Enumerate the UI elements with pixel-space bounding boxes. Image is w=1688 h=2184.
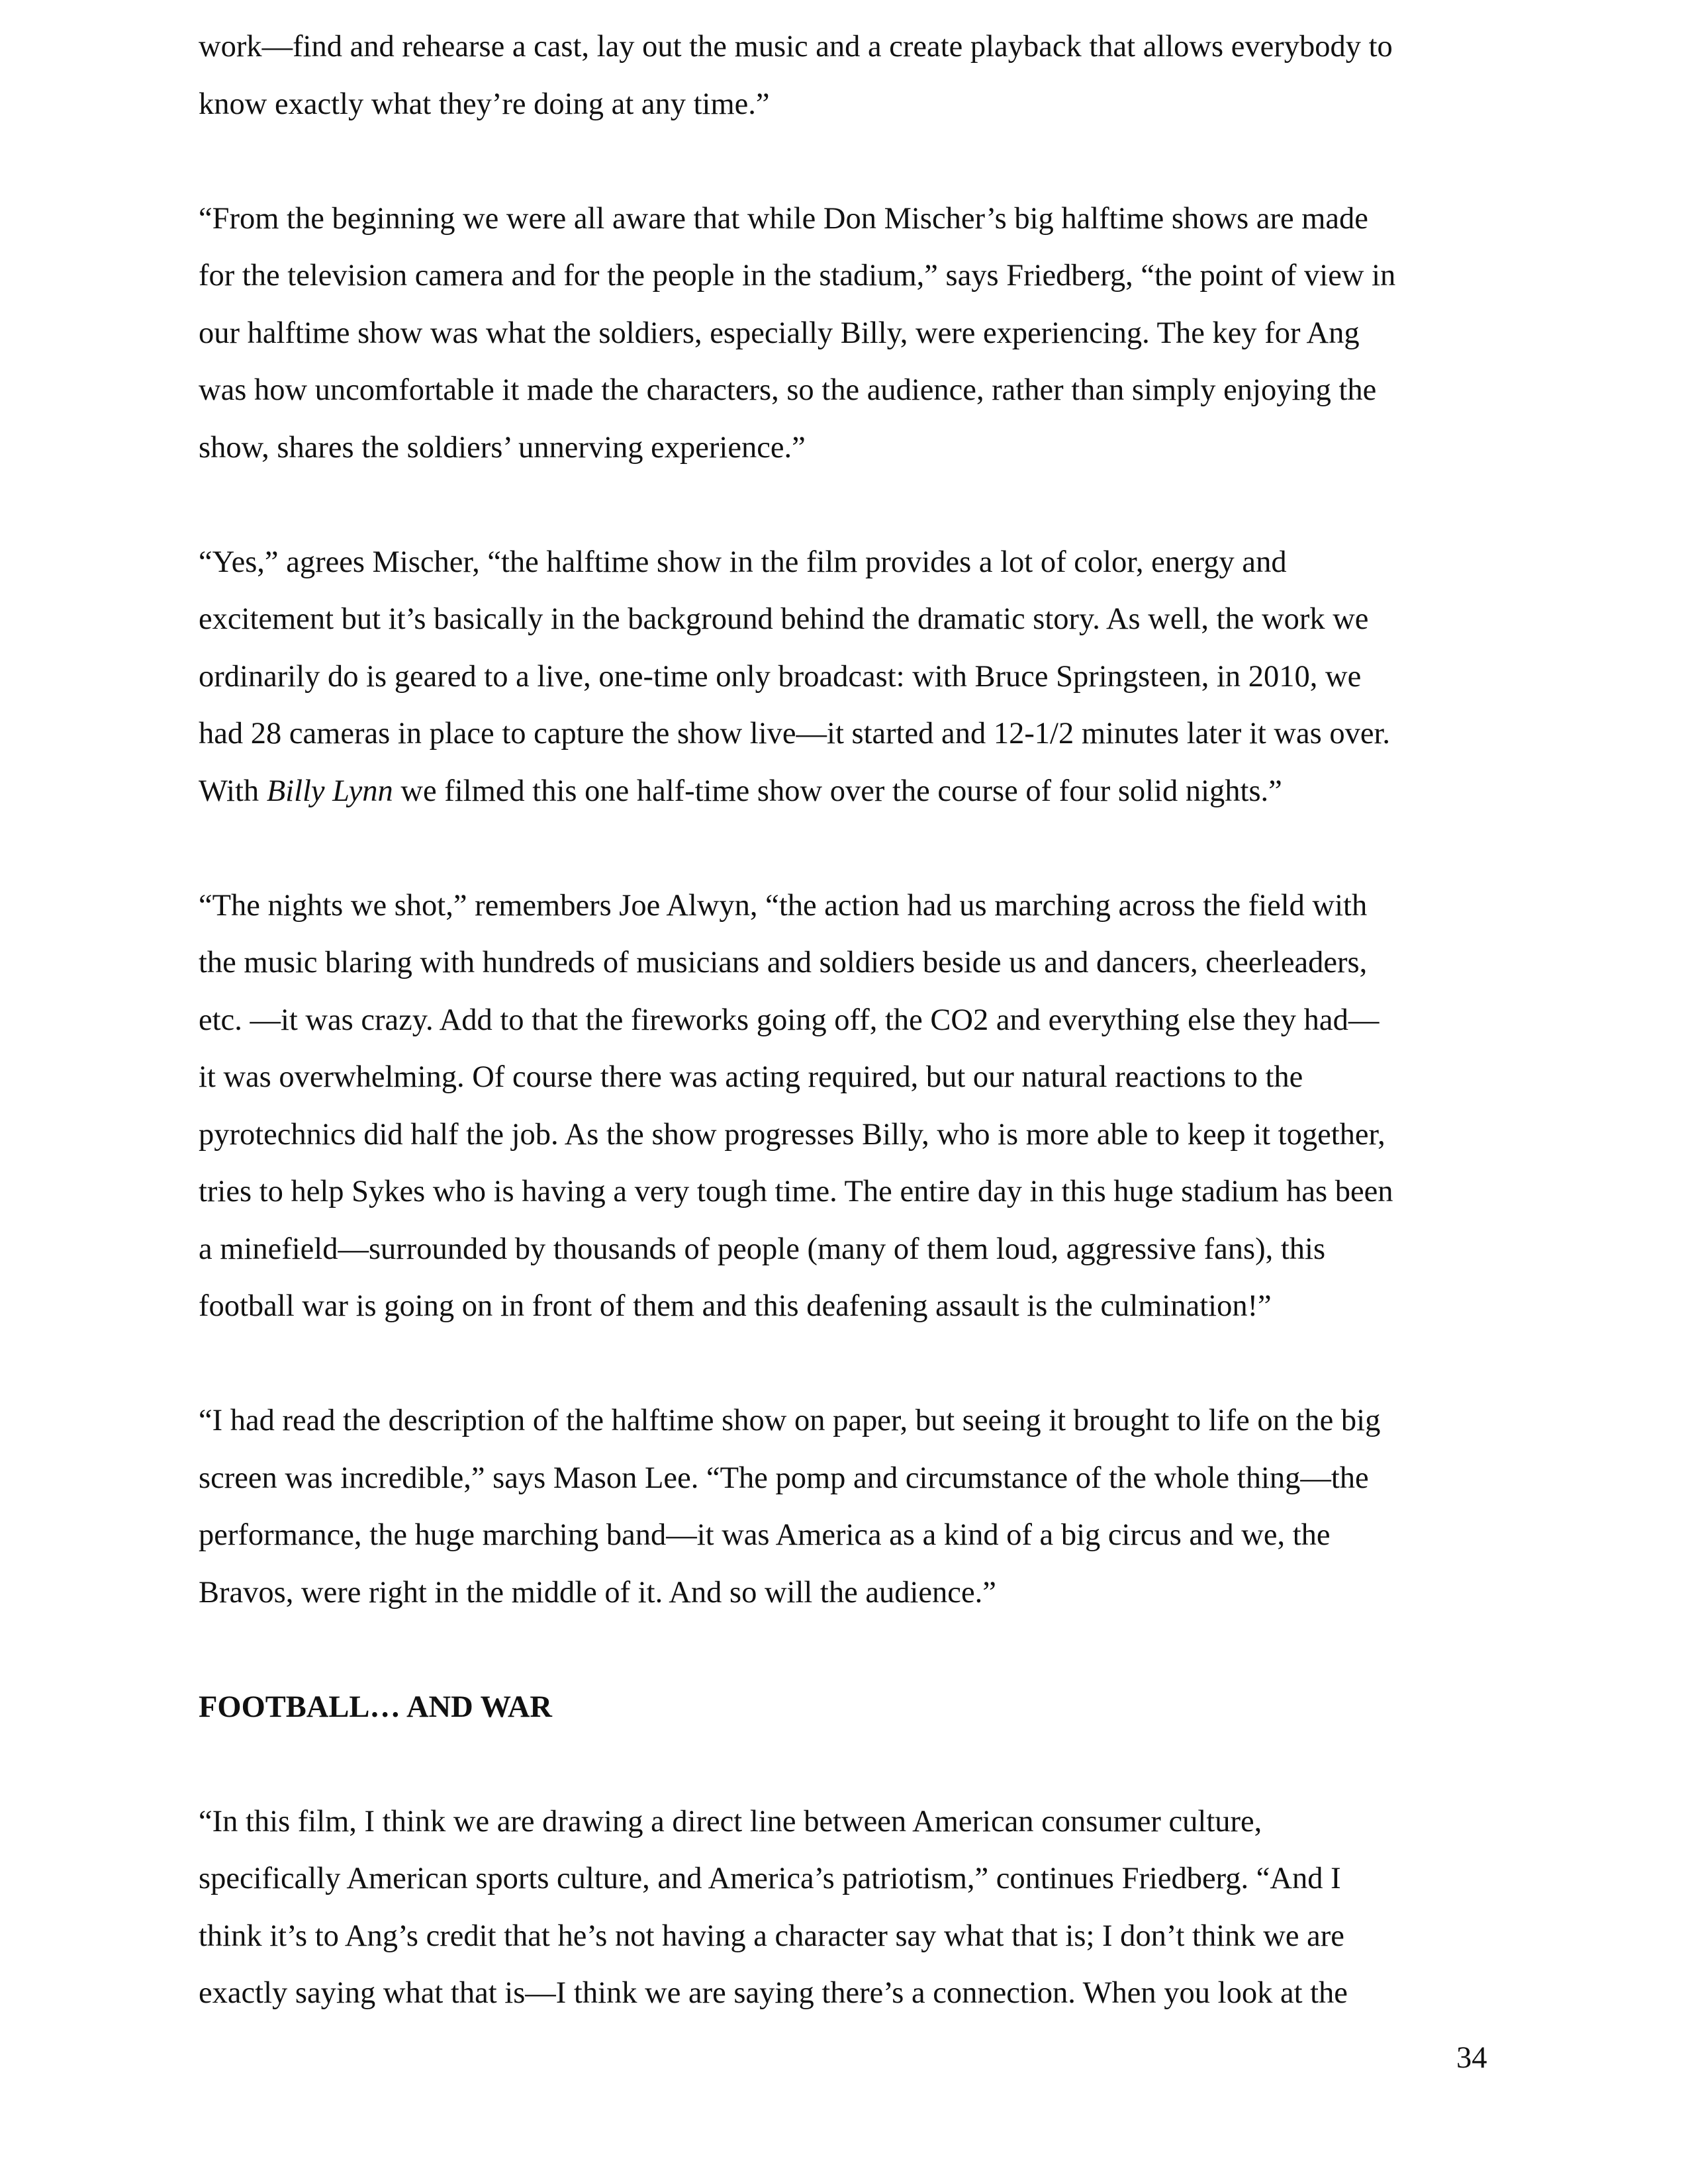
text-line <box>199 1278 1486 1336</box>
text-line <box>199 1794 1486 1851</box>
text-line <box>199 1221 1486 1279</box>
text-line <box>199 1507 1486 1565</box>
text-line <box>199 1565 1486 1622</box>
body-paragraph <box>199 19 1486 133</box>
text-run: specifically American sports culture, and America’s patriotism,” continues Friedberg. “And I <box>199 1862 1341 1895</box>
text-line <box>199 191 1486 248</box>
text-line <box>199 1107 1486 1164</box>
text-line <box>199 763 1486 821</box>
text-run: we filmed this one half-time show over the course of four solid nights.” <box>393 774 1282 808</box>
text-run: football war is going on in front of them and this deafening assault is the culmination!” <box>199 1289 1272 1323</box>
text-line <box>199 934 1486 992</box>
section-heading <box>199 1679 1486 1737</box>
text-line <box>199 1049 1486 1107</box>
text-run: “The nights we shot,” remembers Joe Alwyn, “the action had us marching across the field with <box>199 888 1368 923</box>
text-run: know exactly what they’re doing at any time.” <box>199 87 770 121</box>
text-line <box>199 1908 1486 1966</box>
text-run: exactly saying what that is—I think we are saying there’s a connection. When you look at the <box>199 1976 1348 2010</box>
text-run: the music blaring with hundreds of musicians and soldiers beside us and dancers, cheerleaders, <box>199 946 1368 979</box>
text-line <box>199 19 1486 76</box>
text-line <box>199 248 1486 305</box>
text-run: tries to help Sykes who is having a very tough time. The entire day in this huge stadium has been <box>199 1175 1393 1208</box>
text-line <box>199 992 1486 1050</box>
text-run: “In this film, I think we are drawing a direct line between American consumer culture, <box>199 1804 1262 1839</box>
body-paragraph <box>199 191 1486 477</box>
text-line <box>199 1450 1486 1508</box>
text-run: think it’s to Ang’s credit that he’s not having a character say what that is; I don’t think we are <box>199 1919 1344 1953</box>
paragraph-spacer <box>199 133 1486 191</box>
paragraph-spacer <box>199 477 1486 534</box>
text-line <box>199 591 1486 649</box>
text-run: “Yes,” agrees Mischer, “the halftime show in the film provides a lot of color, energy and <box>199 545 1287 579</box>
text-run: “From the beginning we were all aware that while Don Mischer’s big halftime shows are made <box>199 201 1368 236</box>
text-line <box>199 362 1486 420</box>
text-run: “I had read the description of the halftime show on paper, but seeing it brought to life on the big <box>199 1404 1381 1437</box>
paragraph-spacer <box>199 1621 1486 1679</box>
text-run: With <box>199 774 267 808</box>
text-line <box>199 878 1486 935</box>
text-run: Bravos, were right in the middle of it. And so will the audience.” <box>199 1575 996 1610</box>
text-line <box>199 420 1486 477</box>
text-line <box>199 1850 1486 1908</box>
text-run: was how uncomfortable it made the characters, so the audience, rather than simply enjoying the <box>199 373 1377 407</box>
text-run: screen was incredible,” says Mason Lee. “The pomp and circumstance of the whole thing—the <box>199 1461 1369 1495</box>
paragraph-spacer <box>199 820 1486 878</box>
text-line <box>199 1163 1486 1221</box>
text-line <box>199 305 1486 363</box>
text-run: it was overwhelming. Of course there was acting required, but our natural reactions to the <box>199 1060 1303 1094</box>
italic-title: Billy Lynn <box>266 774 393 808</box>
text-run: performance, the huge marching band—it was America as a kind of a big circus and we, the <box>199 1518 1331 1552</box>
paragraph-spacer <box>199 1336 1486 1393</box>
text-run: work—find and rehearse a cast, lay out the music and a create playback that allows everybody to <box>199 30 1393 64</box>
text-line <box>199 1679 1486 1737</box>
text-line <box>199 534 1486 592</box>
body-paragraph <box>199 878 1486 1336</box>
text-line <box>199 705 1486 763</box>
text-run: for the television camera and for the people in the stadium,” says Friedberg, “the point of view in <box>199 259 1396 293</box>
text-run: our halftime show was what the soldiers, especially Billy, were experiencing. The key for Ang <box>199 316 1360 350</box>
paragraph-spacer <box>199 1736 1486 1794</box>
text-run: etc. —it was crazy. Add to that the fireworks going off, the CO2 and everything else they had— <box>199 1003 1380 1037</box>
text-run: pyrotechnics did half the job. As the show progresses Billy, who is more able to keep it together, <box>199 1117 1385 1152</box>
text-run: FOOTBALL… AND WAR <box>199 1690 552 1724</box>
body-paragraph <box>199 1392 1486 1621</box>
text-run: ordinarily do is geared to a live, one-time only broadcast: with Bruce Springsteen, in 2010, we <box>199 659 1362 694</box>
text-run: a minefield—surrounded by thousands of people (many of them loud, aggressive fans), this <box>199 1232 1326 1266</box>
document-page <box>199 19 1486 2023</box>
text-run: excitement but it’s basically in the background behind the dramatic story. As well, the work we <box>199 602 1369 636</box>
text-run: had 28 cameras in place to capture the show live—it started and 12-1/2 minutes later it was over. <box>199 717 1391 751</box>
page-number: 34 <box>1456 2041 1487 2075</box>
body-paragraph <box>199 1794 1486 2023</box>
text-line <box>199 1965 1486 2023</box>
body-paragraph <box>199 534 1486 821</box>
text-line <box>199 649 1486 706</box>
text-run: show, shares the soldiers’ unnerving experience.” <box>199 430 806 465</box>
text-line <box>199 76 1486 134</box>
text-line <box>199 1392 1486 1450</box>
